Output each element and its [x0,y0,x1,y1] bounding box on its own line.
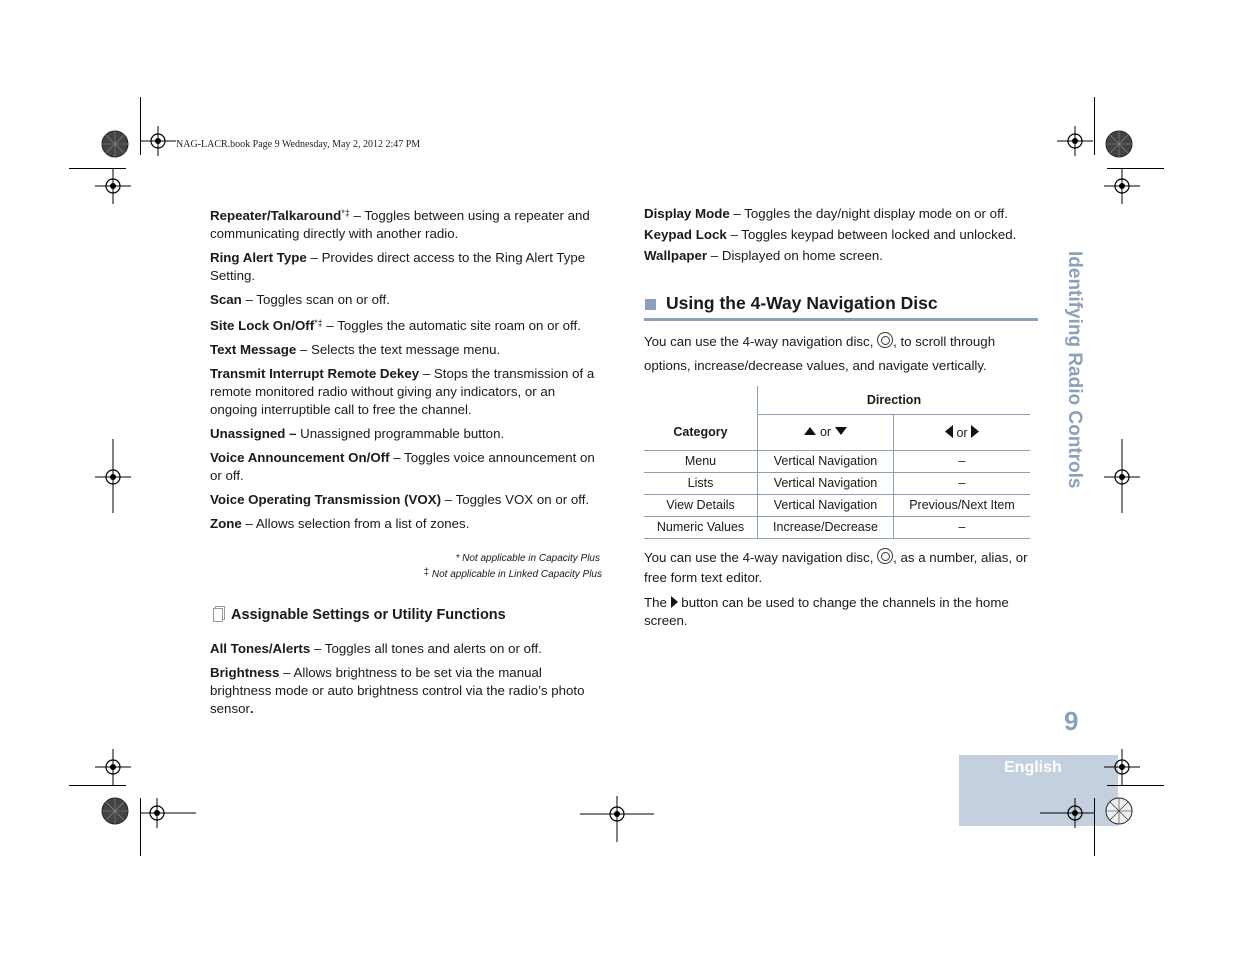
crop-line [1094,97,1095,155]
list-item: Site Lock On/Off*‡ – Toggles the automatic site roam on or off. [210,318,581,333]
registration-mark-icon [1104,168,1140,204]
registration-mark-icon [1040,798,1094,828]
footnote-linked-capacity-plus: ‡ Not applicable in Linked Capacity Plus [423,567,602,580]
list-item: Text Message – Selects the text message menu. [210,342,501,357]
navigation-table [644,386,1030,539]
table-row: Lists Vertical Navigation – [644,472,1030,494]
chapter-sidebar: Identifying Radio Controls [1064,251,1085,489]
table-row: Menu Vertical Navigation – [644,450,1030,472]
intro-paragraph: You can use the 4-way navigation disc, , to scroll through options, increase/decrease values, and navigate vertically. [644,334,996,373]
list-item: Brightness – Allows brightness to be set via the manual brightness mode or auto brightness control via the radio’s photo sensor. [210,665,585,716]
list-item: Transmit Interrupt Remote Dekey – Stops the transmission of a remote monitored radio without giving any indicators, or an ongoing interruptible call to free the channel. [210,366,595,417]
registration-mark-icon [95,439,131,513]
subsection-title: Assignable Settings or Utility Functions [231,607,506,623]
utility-functions-list [210,640,605,718]
crop-line [69,785,126,786]
registration-mark-icon [1057,126,1093,156]
down-arrow-icon [835,427,847,435]
section-marker [645,299,656,310]
crop-line [1107,785,1164,786]
list-item: Scan – Toggles scan on or off. [210,292,390,307]
starburst-icon [101,130,129,158]
left-right-header: or [894,414,1031,450]
starburst-icon [1105,797,1133,825]
right-column-top [644,205,1040,265]
section-title: Using the 4-Way Navigation Disc [666,293,938,313]
navigation-disc-icon [877,332,893,348]
registration-mark-icon [1104,439,1140,513]
page-number: 9 [1064,706,1079,736]
channel-paragraph: The button can be used to change the channels in the home screen. [644,595,1009,628]
table-row: View Details Vertical Navigation Previous/Next Item [644,494,1030,516]
category-header: Category [644,386,758,450]
registration-mark-icon [95,749,131,785]
list-item: Repeater/Talkaround*‡ – Toggles between using a repeater and communicating directly with another radio. [210,208,590,241]
file-info-header: NAG-LACR.book Page 9 Wednesday, May 2, 2012 2:47 PM [176,139,421,150]
list-item: Ring Alert Type – Provides direct access to the Ring Alert Type Setting. [210,250,586,283]
direction-header: Direction [758,386,1031,414]
list-item: Voice Announcement On/Off – Toggles voice announcement on or off. [210,450,595,483]
registration-mark-icon [580,796,654,842]
list-item: All Tones/Alerts – Toggles all tones and alerts on or off. [210,641,542,656]
list-item: Voice Operating Transmission (VOX) – Toggles VOX on or off. [210,492,590,507]
list-item: Unassigned – Unassigned programmable button. [210,426,505,441]
list-item: Display Mode – Toggles the day/night display mode on or off. [644,206,1008,221]
navigation-disc-icon [877,548,893,564]
registration-mark-icon [1104,749,1140,785]
language-tab: English [959,755,1118,826]
registration-mark-icon [140,126,176,156]
registration-mark-icon [140,798,196,828]
page-icon [212,606,226,623]
up-down-header: or [758,414,894,450]
list-item: Wallpaper – Displayed on home screen. [644,248,883,263]
table-row: Numeric Values Increase/Decrease – [644,516,1030,538]
crop-line [1094,798,1095,856]
list-item: Keypad Lock – Toggles keypad between locked and unlocked. [644,227,1017,242]
editor-paragraph: You can use the 4-way navigation disc, , as a number, alias, or free form text editor. [644,550,1028,585]
left-arrow-icon [945,425,953,438]
up-arrow-icon [804,427,816,435]
registration-mark-icon [95,168,131,204]
footnote-capacity-plus: * Not applicable in Capacity Plus [455,553,600,564]
right-arrow-icon [971,425,979,438]
section-rule [644,318,1038,321]
left-column [210,207,605,533]
list-item: Zone – Allows selection from a list of zones. [210,516,470,531]
right-arrow-icon [671,596,678,608]
starburst-icon [1105,130,1133,158]
starburst-icon [101,797,129,825]
